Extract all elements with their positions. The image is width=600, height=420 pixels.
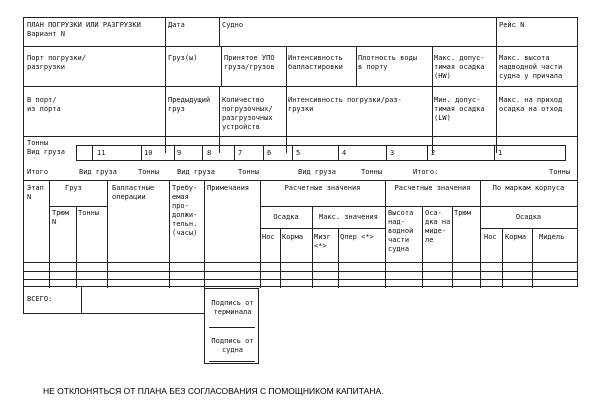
- cargo-field[interactable]: Груз(ы): [168, 54, 198, 62]
- hold-n-header: Трюм N: [52, 209, 69, 226]
- hold-number: 10: [144, 149, 153, 157]
- signature-box: [204, 288, 259, 364]
- totals-cargo-type: Вид груза: [298, 168, 336, 176]
- remarks-header: Примечания: [207, 184, 250, 192]
- hold-number: 8: [207, 149, 212, 157]
- max-inflow-field[interactable]: Макс. на приход осадка на отход: [499, 96, 563, 113]
- total-all-label: ВСЕГО:: [27, 295, 53, 303]
- draft-header: Осадка: [273, 213, 299, 221]
- prev-cargo-field[interactable]: Предыдущий груз: [168, 96, 211, 113]
- accepted-upo-field[interactable]: Принятое УПО груза/грузов: [224, 54, 275, 71]
- vessel-field[interactable]: Судно: [222, 21, 244, 29]
- max-height-field[interactable]: Макс. высота надводной части судна у причала: [499, 54, 563, 80]
- tonnes-header: Тонны: [78, 209, 100, 217]
- bow-header: Нос: [484, 233, 497, 241]
- max-values-header: Макс. значения: [318, 213, 378, 221]
- equipment-count-field[interactable]: Количество погрузочных/ разгрузочных устройств: [222, 96, 273, 131]
- terminal-signature-line[interactable]: [209, 327, 255, 328]
- voyage-field[interactable]: Рейс N: [499, 21, 525, 29]
- hold-number: 2: [431, 149, 436, 157]
- vessel-signature-line[interactable]: [209, 361, 255, 362]
- stage-header: Этап N: [27, 184, 44, 201]
- load-intensity-field[interactable]: Интенсивность погрузки/раз- грузки: [288, 96, 402, 113]
- vessel-signature-label: Подпись от судна: [211, 337, 254, 354]
- ballast-ops-header: Балластные операции: [112, 184, 155, 201]
- draft-header: Осадка: [515, 213, 542, 221]
- total-label: Итого: [27, 168, 49, 176]
- tonnes-label: Тонны: [27, 139, 49, 147]
- total-box: [23, 287, 205, 314]
- max-draft-field[interactable]: Макс. допус- тимая осадка (НW): [434, 54, 485, 80]
- totals-sum-label: Итого:: [413, 168, 439, 176]
- hold-number: 5: [296, 149, 301, 157]
- table-row[interactable]: [24, 262, 577, 271]
- stern-header: Корма: [505, 233, 527, 241]
- totals-tonnes: Тонны: [138, 168, 160, 176]
- calc-values-header: Расчетные значения: [284, 184, 361, 192]
- cargo-type-label: Вид груза: [27, 148, 65, 156]
- bending-moment-header: Мизг <*>: [314, 233, 331, 250]
- table-row[interactable]: [24, 271, 577, 279]
- totals-cargo-type: Вид груза: [177, 168, 215, 176]
- terminal-signature-label: Подпись от терминала: [211, 299, 254, 316]
- shear-force-header: Qпер <*>: [340, 233, 374, 241]
- totals-tonnes: Тонны: [549, 168, 571, 176]
- bow-header: Нос: [262, 233, 275, 241]
- hold-number: 9: [177, 149, 182, 157]
- calc-values-header: Расчетные значения: [394, 184, 471, 192]
- totals-tonnes: Тонны: [238, 168, 260, 176]
- plan-title: ПЛАН ПОГРУЗКИ ИЛИ РАЗГРУЗКИ Вариант N: [27, 21, 141, 38]
- freeboard-header: Высота над- водной части судна: [388, 209, 414, 253]
- hold-header: Трюм: [454, 209, 471, 217]
- cargo-header: Груз: [65, 184, 82, 192]
- water-density-field[interactable]: Плотность воды в порту: [358, 54, 418, 71]
- loading-plan-form: [23, 17, 578, 287]
- date-field[interactable]: Дата: [168, 21, 185, 29]
- to-port-field[interactable]: В порт/ из порта: [27, 96, 61, 113]
- totals-cargo-type: Вид груза: [79, 168, 117, 176]
- hold-number: 6: [267, 149, 272, 157]
- midship-header: Мидель: [539, 233, 565, 241]
- hold-number: 7: [238, 149, 243, 157]
- table-row[interactable]: [24, 279, 577, 287]
- hull-marks-header: По маркам корпуса: [492, 184, 565, 192]
- hold-number: 1: [498, 149, 503, 157]
- stern-header: Корма: [282, 233, 304, 241]
- required-time-header: Требу- емая про- должи- тельн. (часы): [172, 184, 198, 237]
- hold-number: 4: [342, 149, 347, 157]
- hold-number: 11: [97, 149, 106, 157]
- ballast-intensity-field[interactable]: Интенсивность балластировки: [288, 54, 343, 71]
- hold-number: 3: [390, 149, 395, 157]
- midship-draft-header: Оса- дка на миде- ле: [425, 209, 451, 244]
- load-port-field[interactable]: Порт погрузки/ разгрузки: [27, 54, 87, 71]
- totals-tonnes: Тонны: [361, 168, 383, 176]
- min-draft-field[interactable]: Мин. допус- тимая осадка (LW): [434, 96, 485, 122]
- warning-note: НЕ ОТКЛОНЯТЬСЯ ОТ ПЛАНА БЕЗ СОГЛАСОВАНИЯ С ПОМОЩНИКОМ КАПИТАНА.: [43, 386, 384, 396]
